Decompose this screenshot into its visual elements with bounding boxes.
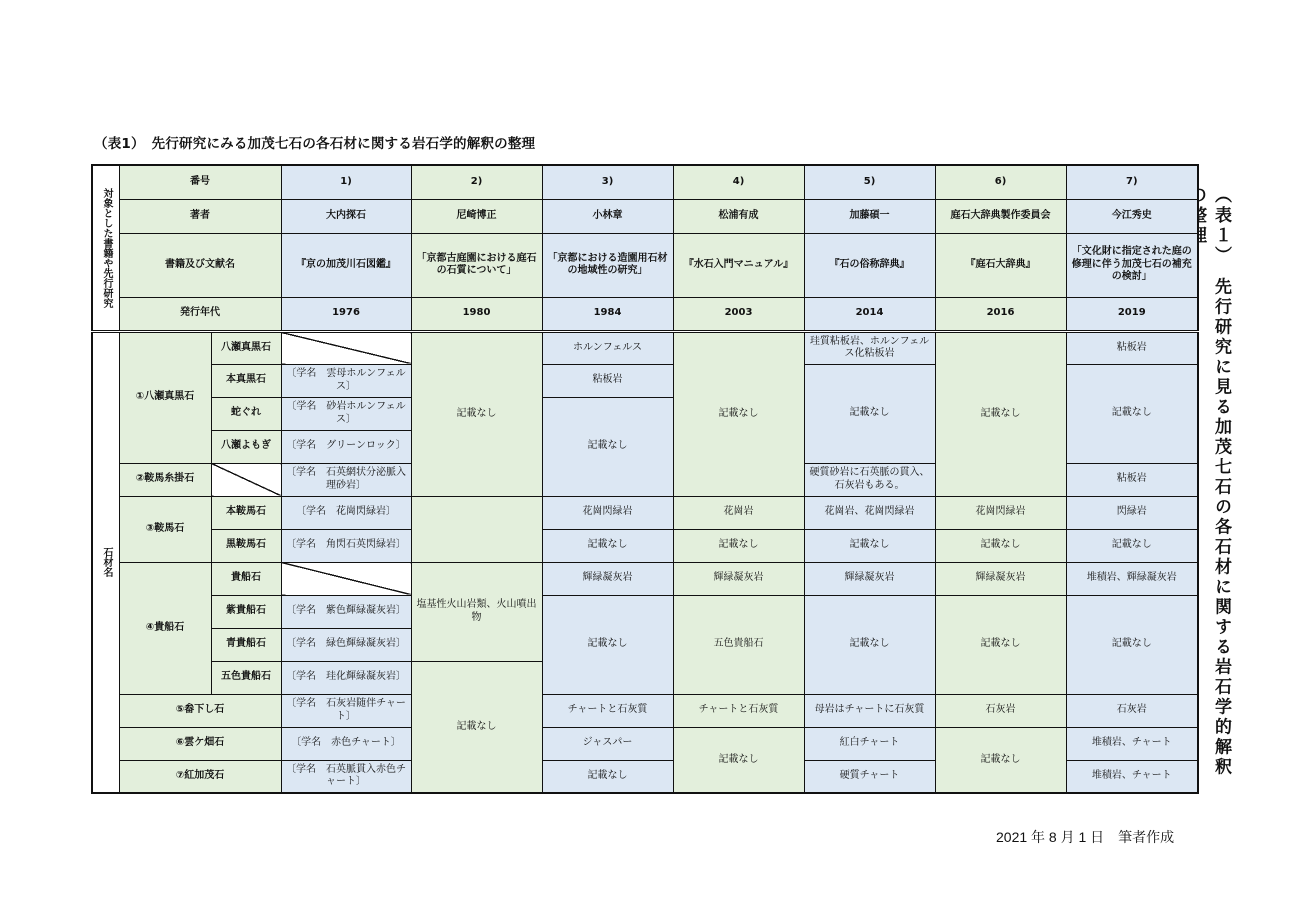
c7-kibune: 堆積岩、輝緑凝灰岩 — [1066, 562, 1198, 595]
c6-honkurama: 花崗閃緑岩 — [935, 496, 1066, 529]
c1-jagure: 〔学名 砂岩ホルンフェルス〕 — [281, 397, 411, 430]
c1-hon: 〔学名 雲母ホルンフェルス〕 — [281, 364, 411, 397]
table-row — [92, 727, 1198, 760]
c6-fugo: 石灰岩 — [935, 694, 1066, 727]
c5-kumo: 紅白チャート — [804, 727, 935, 760]
col4-year: 2003 — [673, 297, 804, 331]
c7-honkurama: 閃緑岩 — [1066, 496, 1198, 529]
c5-kibune-rest: 記載なし — [804, 595, 935, 694]
c1-kumo: 〔学名 赤色チャート〕 — [281, 727, 411, 760]
col6-number: 6) — [935, 165, 1066, 199]
col7-number: 7) — [1066, 165, 1198, 199]
col2-book: 「京都古庭園における庭石の石質について」 — [411, 233, 542, 297]
c3-fugo: チャートと石灰質 — [542, 694, 673, 727]
substone-ao: 青貴船石 — [211, 628, 281, 661]
col2-year: 1980 — [411, 297, 542, 331]
rock-classification-table — [91, 164, 1199, 794]
c4-kibune: 輝緑凝灰岩 — [673, 562, 804, 595]
stone-name-fugo: ⑤畚下し石 — [119, 694, 281, 727]
c5-beni: 硬質チャート — [804, 760, 935, 793]
c1-yomogi: 〔学名 グリーンロック〕 — [281, 430, 411, 463]
c7-fugo: 石灰岩 — [1066, 694, 1198, 727]
col7-book: 「文化財に指定された庭の修理に伴う加茂七石の補充の検討」 — [1066, 233, 1198, 297]
c5-mid: 記載なし — [804, 364, 935, 463]
header-row-year — [92, 297, 1198, 331]
col3-number: 3) — [542, 165, 673, 199]
c6-kibune: 輝緑凝灰岩 — [935, 562, 1066, 595]
table-row — [92, 562, 1198, 595]
c1-fugo: 〔学名 石灰岩随伴チャート〕 — [281, 694, 411, 727]
c5-kurokurama: 記載なし — [804, 529, 935, 562]
col5-author: 加藤碩一 — [804, 199, 935, 233]
c7-itokake: 粘板岩 — [1066, 463, 1198, 496]
table-row — [92, 694, 1198, 727]
c3-beni: 記載なし — [542, 760, 673, 793]
label-year: 発行年代 — [119, 297, 281, 331]
c4-honkurama: 花崗岩 — [673, 496, 804, 529]
label-book: 書籍及び文献名 — [119, 233, 281, 297]
stone-name-benikamo: ⑦紅加茂石 — [119, 760, 281, 793]
c7-yase: 粘板岩 — [1066, 331, 1198, 364]
substone-honkurama: 本鞍馬石 — [211, 496, 281, 529]
c3-rest: 記載なし — [542, 397, 673, 496]
c6-lower: 記載なし — [935, 727, 1066, 793]
col3-book: 「京都における造園用石材の地域性の研究」 — [542, 233, 673, 297]
stone-group-label: 石材名 — [92, 331, 119, 793]
c7-mid: 記載なし — [1066, 364, 1198, 463]
c1-ao: 〔学名 緑色輝緑凝灰岩〕 — [281, 628, 411, 661]
col1-number: 1) — [281, 165, 411, 199]
table-caption: （表1） 先行研究にみる加茂七石の各石材に関する岩石学的解釈の整理 — [94, 136, 536, 152]
stone-name-yase: ①八瀬真黒石 — [119, 331, 211, 463]
c3-kibune-rest: 記載なし — [542, 595, 673, 694]
diagonal-empty-cell — [281, 331, 411, 364]
c5-fugo: 母岩はチャートに石灰質 — [804, 694, 935, 727]
header-row-author — [92, 199, 1198, 233]
substone-yase-makuro: 八瀬真黒石 — [211, 331, 281, 364]
table-row — [92, 331, 1198, 364]
c3-hon: 粘板岩 — [542, 364, 673, 397]
c4-fugo: チャートと石灰質 — [673, 694, 804, 727]
c2-upper: 記載なし — [411, 331, 542, 496]
stone-name-itokake: ②鞍馬糸掛石 — [119, 463, 211, 496]
substone-hon-makuro: 本真黒石 — [211, 364, 281, 397]
c3-yase: ホルンフェルス — [542, 331, 673, 364]
col1-year: 1976 — [281, 297, 411, 331]
header-row-number — [92, 165, 1198, 199]
c7-kumo: 堆積岩、チャート — [1066, 727, 1198, 760]
label-author: 著者 — [119, 199, 281, 233]
c3-kibune: 輝緑凝灰岩 — [542, 562, 673, 595]
col1-author: 大内探石 — [281, 199, 411, 233]
c3-kurokurama: 記載なし — [542, 529, 673, 562]
c5-honkurama: 花崗岩、花崗閃緑岩 — [804, 496, 935, 529]
c4-upper: 記載なし — [673, 331, 804, 496]
c6-upper: 記載なし — [935, 331, 1066, 496]
c1-murasaki: 〔学名 紫色輝緑凝灰岩〕 — [281, 595, 411, 628]
c2-lower: 記載なし — [411, 661, 542, 793]
c7-beni: 堆積岩、チャート — [1066, 760, 1198, 793]
c2-kibune: 塩基性火山岩類、火山噴出物 — [411, 562, 542, 661]
stone-name-kumogahata: ⑥雲ケ畑石 — [119, 727, 281, 760]
c4-kurokurama: 記載なし — [673, 529, 804, 562]
col5-book: 『石の俗称辞典』 — [804, 233, 935, 297]
c1-honkurama: 〔学名 花崗閃緑岩〕 — [281, 496, 411, 529]
col2-number: 2) — [411, 165, 542, 199]
c3-honkurama: 花崗閃緑岩 — [542, 496, 673, 529]
footer-credit: 2021 年 8 月 1 日 筆者作成 — [996, 829, 1175, 845]
c1-kurokurama: 〔学名 角閃石英閃緑岩〕 — [281, 529, 411, 562]
stone-name-kibune: ④貴船石 — [119, 562, 211, 694]
substone-yomogi: 八瀬よもぎ — [211, 430, 281, 463]
vertical-table-caption: （表１） 先行研究に見る加茂七石の各石材に関する岩石学的解釈 — [1211, 186, 1231, 778]
c2-kurama-blank — [411, 496, 542, 562]
diagonal-empty-cell — [281, 562, 411, 595]
c4-kibune-rest: 五色貴船石 — [673, 595, 804, 694]
table-row — [92, 496, 1198, 529]
c7-kibune-rest: 記載なし — [1066, 595, 1198, 694]
substone-goshiki: 五色貴船石 — [211, 661, 281, 694]
c1-itokake: 〔学名 石英網状分泌脈入理砂岩〕 — [281, 463, 411, 496]
table-row — [92, 595, 1198, 628]
col4-number: 4) — [673, 165, 804, 199]
substone-murasaki: 紫貴船石 — [211, 595, 281, 628]
col4-book: 『水石入門マニュアル』 — [673, 233, 804, 297]
substone-jagure: 蛇ぐれ — [211, 397, 281, 430]
col3-author: 小林章 — [542, 199, 673, 233]
c5-itokake: 硬質砂岩に石英脈の貫入、石灰岩もある。 — [804, 463, 935, 496]
col7-author: 今江秀史 — [1066, 199, 1198, 233]
c7-kurokurama: 記載なし — [1066, 529, 1198, 562]
col4-author: 松浦有成 — [673, 199, 804, 233]
header-row-book — [92, 233, 1198, 297]
col3-year: 1984 — [542, 297, 673, 331]
c4-lower: 記載なし — [673, 727, 804, 793]
c6-kibune-rest: 記載なし — [935, 595, 1066, 694]
stone-name-kurama: ③鞍馬石 — [119, 496, 211, 562]
c1-goshiki: 〔学名 珪化輝緑凝灰岩〕 — [281, 661, 411, 694]
col6-book: 『庭石大辞典』 — [935, 233, 1066, 297]
c5-kibune: 輝緑凝灰岩 — [804, 562, 935, 595]
col1-book: 『京の加茂川石図鑑』 — [281, 233, 411, 297]
c3-kumo: ジャスパー — [542, 727, 673, 760]
substone-kurokurama: 黒鞍馬石 — [211, 529, 281, 562]
col6-author: 庭石大辞典製作委員会 — [935, 199, 1066, 233]
c1-beni: 〔学名 石英脈貫入赤色チャート〕 — [281, 760, 411, 793]
col2-author: 尼崎博正 — [411, 199, 542, 233]
c6-kurokurama: 記載なし — [935, 529, 1066, 562]
col5-year: 2014 — [804, 297, 935, 331]
table-row — [92, 529, 1198, 562]
label-number: 番号 — [119, 165, 281, 199]
col7-year: 2019 — [1066, 297, 1198, 331]
research-group-label: 対象とした書籍や先行研究 — [92, 165, 119, 331]
substone-kibune: 貴船石 — [211, 562, 281, 595]
col5-number: 5) — [804, 165, 935, 199]
diagonal-empty-cell — [211, 463, 281, 496]
col6-year: 2016 — [935, 297, 1066, 331]
c5-yase: 珪質粘板岩、ホルンフェルス化粘板岩 — [804, 331, 935, 364]
